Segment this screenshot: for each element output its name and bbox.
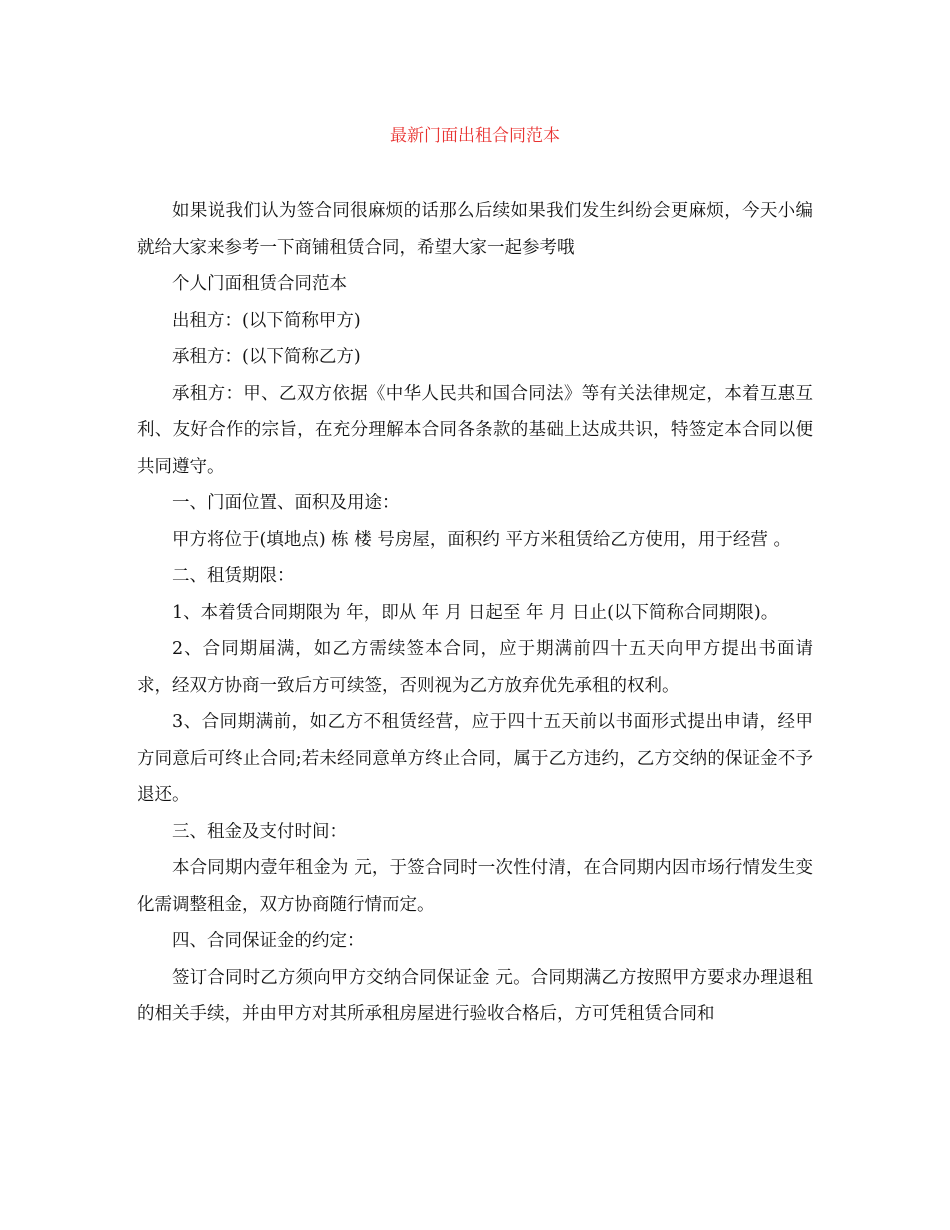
paragraph-preamble: 承租方：甲、乙双方依据《中华人民共和国合同法》等有关法律规定，本着互惠互利、友好合作的宗旨，在充分理解本合同各条款的基础上达成共识，特签定本合同以便共同遵守。 [137,383,813,477]
section-heading-rent: 三、租金及支付时间： [172,821,347,842]
paragraph-lessee: 承租方：(以下简称乙方) [172,347,361,367]
paragraph-lessor: 出租方：(以下简称甲方) [172,310,361,331]
paragraph-location: 甲方将位于(填地点) 栋 楼 号房屋，面积约 平方米租赁给乙方使用，用于经营 。 [172,529,791,550]
paragraph-intro: 如果说我们认为签合同很麻烦的话那么后续如果我们发生纠纷会更麻烦，今天小编就给大家来参考一下商铺租赁合同，希望大家一起参考哦 [137,201,813,258]
paragraph-term-3: 3、合同期满前，如乙方不租赁经营，应于四十五天前以书面形式提出申请，经甲方同意后可终止合同;若未经同意单方终止合同，属于乙方违约，乙方交纳的保证金不予退还。 [137,712,813,805]
paragraph-contract-name: 个人门面租赁合同范本 [172,274,347,294]
section-heading-deposit: 四、合同保证金的约定： [172,931,365,951]
paragraph-term-1: 1、本着赁合同期限为 年，即从 年 月 日起至 年 月 日止(以下简称合同期限)。 [172,602,779,623]
paragraph-term-2: 2、合同期届满，如乙方需续签本合同，应于期满前四十五天向甲方提出书面请求，经双方协商一致后方可续签，否则视为乙方放弃优先承租的权利。 [137,639,813,696]
document-title: 最新门面出租合同范本 [390,126,560,146]
paragraph-deposit: 签订合同时乙方须向甲方交纳合同保证金 元。合同期满乙方按照甲方要求办理退租的相关手续，并由甲方对其所承租房屋进行验收合格后，方可凭租赁合同和 [137,967,813,1024]
section-heading-term: 二、租赁期限： [172,566,295,586]
document-body [137,193,813,1033]
paragraph-rent: 本合同期内壹年租金为 元，于签合同时一次性付清，在合同期内因市场行情发生变化需调整租金，双方协商随行情而定。 [137,858,813,915]
section-heading-location: 一、门面位置、面积及用途： [172,493,400,513]
